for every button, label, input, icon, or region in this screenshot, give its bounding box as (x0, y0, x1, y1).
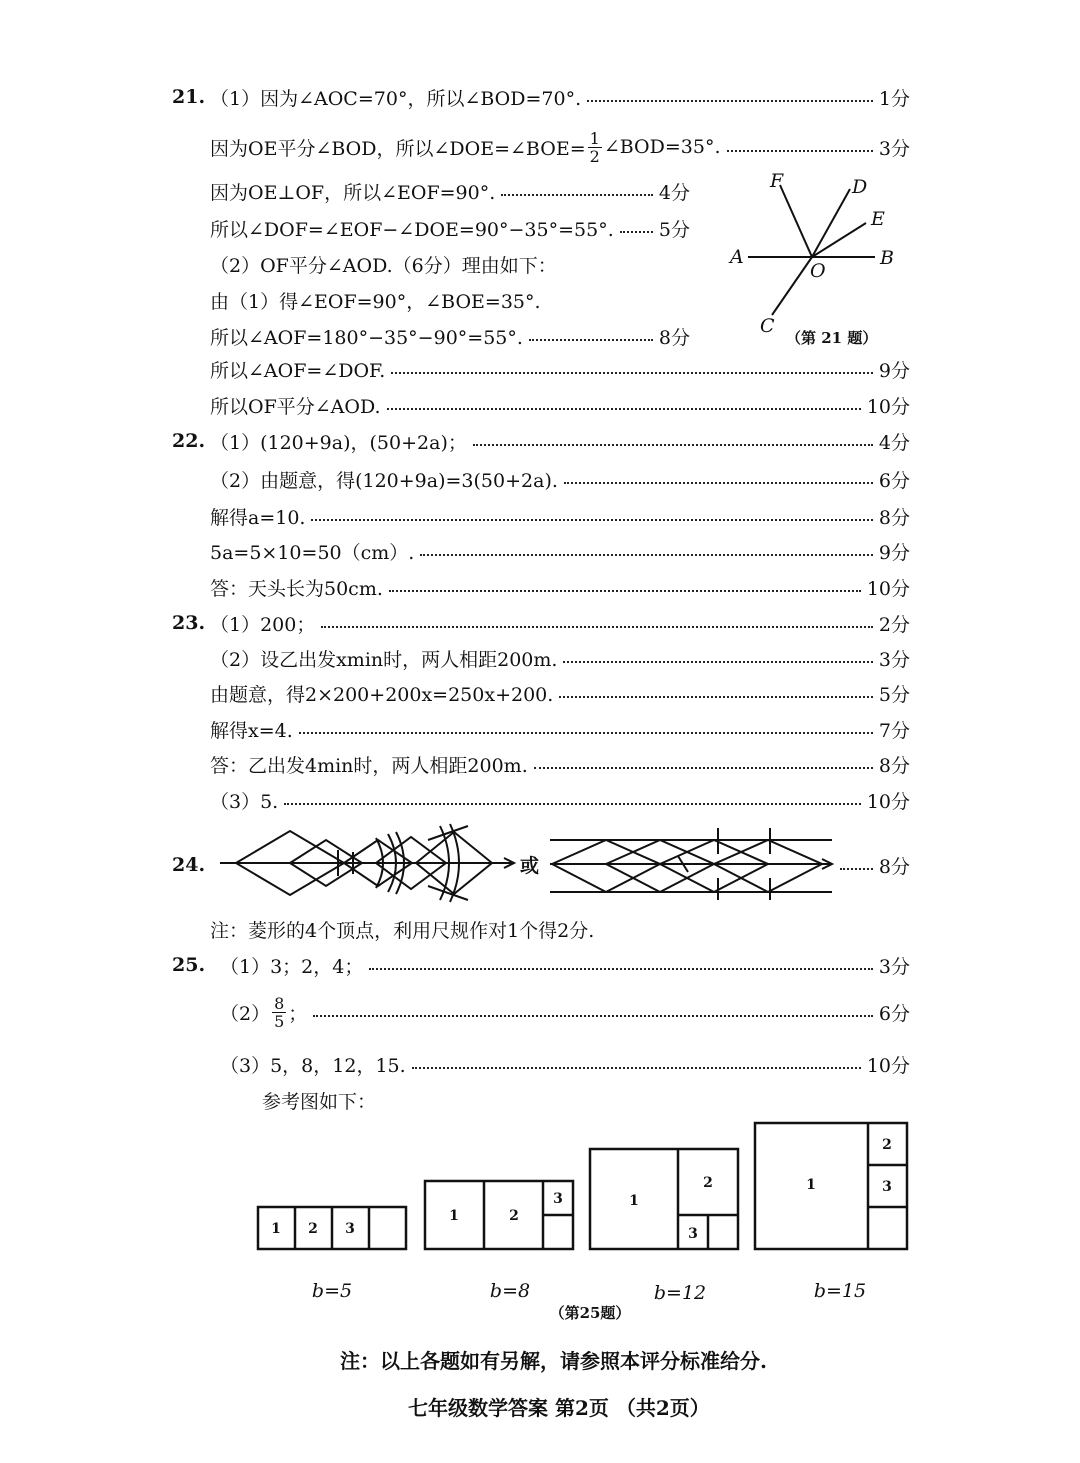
page-footer: 七年级数学答案 第2页 （共2页） (408, 1396, 710, 1420)
score: 4分 (658, 181, 690, 204)
q21-line-2: 因为OE平分∠BOD，所以∠DOE=∠BOE= $\frac{1}{2}$ ∠BOD=35°. 3分 (210, 128, 910, 166)
q22-number: 22. (172, 430, 206, 452)
score: 4分 (878, 431, 910, 454)
score: 10分 (866, 395, 910, 418)
label-A: A (730, 246, 744, 268)
score: 5分 (658, 218, 690, 241)
q25-number: 25. (172, 954, 206, 976)
score: 3分 (878, 137, 910, 160)
score: 8分 (878, 754, 910, 777)
score: 3分 (878, 648, 910, 671)
q23-line-2: （2）设乙出发xmin时，两人相距200m. 3分 (210, 641, 910, 675)
figure-b12 (590, 1149, 738, 1249)
svg-text:3: 3 (553, 1191, 563, 1207)
q23-number: 23. (172, 612, 206, 634)
q21-line-6: 由（1）得∠EOF=90°，∠BOE=35°. (210, 290, 541, 313)
q21-line-5: （2）OF平分∠AOD.（6分）理由如下： (210, 254, 557, 277)
q24-rhombus-construction-1 (218, 820, 518, 910)
figure-b8 (425, 1181, 573, 1249)
q21-line-7: 所以∠AOF=180°−35°−90°=55°. 8分 (210, 319, 690, 353)
q21-angle-figure (720, 165, 910, 355)
svg-text:2: 2 (703, 1175, 713, 1191)
q21-line-9: 所以OF平分∠AOD. 10分 (210, 388, 910, 422)
q24-rhombus-construction-2 (548, 822, 838, 902)
label-C: C (760, 315, 775, 337)
score: 1分 (878, 87, 910, 110)
label-D: D (852, 176, 868, 198)
svg-text:1: 1 (449, 1208, 459, 1224)
q22-line-2: （2）由题意，得(120+9a)=3(50+2a). 6分 (210, 462, 910, 496)
q22-line-4: 5a=5×10=50（cm）. 9分 (210, 534, 910, 568)
svg-text:2: 2 (509, 1208, 519, 1224)
svg-text:3: 3 (345, 1221, 355, 1237)
label-E: E (871, 208, 885, 230)
svg-text:2: 2 (308, 1221, 318, 1237)
ray-OC (772, 257, 812, 315)
svg-text:3: 3 (688, 1226, 698, 1242)
q21-line-3: 因为OE⊥OF，所以∠EOF=90°. 4分 (210, 174, 690, 208)
q22-line-1: （1）(120+9a)，(50+2a)； 4分 (210, 424, 910, 458)
ray-OD (812, 189, 850, 257)
score: 10分 (866, 790, 910, 813)
q21-line-8: 所以∠AOF=∠DOF. 9分 (210, 352, 910, 386)
svg-text:1: 1 (806, 1177, 816, 1193)
q25-line-2: （2） $\frac{8}{5}$ ； 6分 (220, 993, 910, 1031)
q24-number: 24. (172, 854, 206, 876)
score: 10分 (866, 1054, 910, 1077)
score: 2分 (878, 613, 910, 636)
fraction-one-half: $\frac{1}{2}$ (589, 128, 600, 166)
score: 9分 (878, 359, 910, 382)
q23-line-1: （1）200； 2分 (210, 606, 910, 640)
q21-line-1: （1）因为∠AOC=70°，所以∠BOD=70°. 1分 (210, 80, 910, 114)
q25-line-3: （3）5，8，12，15. 10分 (220, 1047, 910, 1081)
q23-line-4: 解得x=4. 7分 (210, 712, 910, 746)
label-b8: b=8 (489, 1280, 531, 1302)
figure-caption: （第 21 题） (786, 329, 878, 347)
label-b12: b=12 (653, 1282, 707, 1304)
figure-caption: （第25题） (549, 1304, 631, 1322)
score: 9分 (878, 541, 910, 564)
score: 6分 (878, 469, 910, 492)
general-note: 注：以上各题如有另解，请参照本评分标准给分. (340, 1349, 767, 1373)
label-b15: b=15 (813, 1280, 867, 1302)
ray-OF (780, 185, 812, 257)
score: 8分 (878, 506, 910, 529)
score: 10分 (866, 577, 910, 600)
q22-line-5: 答：天头长为50cm. 10分 (210, 570, 910, 604)
score: 8分 (658, 326, 690, 349)
ray-OE (812, 223, 866, 257)
label-F: F (770, 170, 784, 192)
svg-text:2: 2 (882, 1137, 892, 1153)
q23-line-6: （3）5. 10分 (210, 783, 910, 817)
q24-score-line (840, 848, 910, 882)
score: 8分 (878, 855, 910, 878)
score: 3分 (878, 955, 910, 978)
svg-text:3: 3 (882, 1179, 892, 1195)
q25-reference: 参考图如下： (262, 1090, 377, 1113)
score: 6分 (878, 1002, 910, 1025)
q22-line-3: 解得a=10. 8分 (210, 499, 910, 533)
q24-or: 或 (520, 855, 540, 877)
fraction-eight-fifths: $\frac{8}{5}$ (274, 993, 285, 1031)
svg-text:1: 1 (629, 1193, 639, 1209)
label-b5: b=5 (311, 1280, 353, 1302)
q21-line-4: 所以∠DOF=∠EOF−∠DOE=90°−35°=55°. 5分 (210, 211, 690, 245)
svg-text:1: 1 (271, 1221, 281, 1237)
score: 7分 (878, 719, 910, 742)
label-O: O (810, 260, 826, 282)
q23-line-3: 由题意，得2×200+200x=250x+200. 5分 (210, 676, 910, 710)
q24-note: 注：菱形的4个顶点，利用尺规作对1个得2分. (210, 919, 595, 942)
score: 5分 (878, 683, 910, 706)
label-B: B (880, 247, 894, 269)
q21-number: 21. (172, 86, 206, 108)
q25-line-1: （1）3；2，4； 3分 (220, 948, 910, 982)
q23-line-5: 答：乙出发4min时，两人相距200m. 8分 (210, 747, 910, 781)
q25-figures (250, 1115, 920, 1325)
